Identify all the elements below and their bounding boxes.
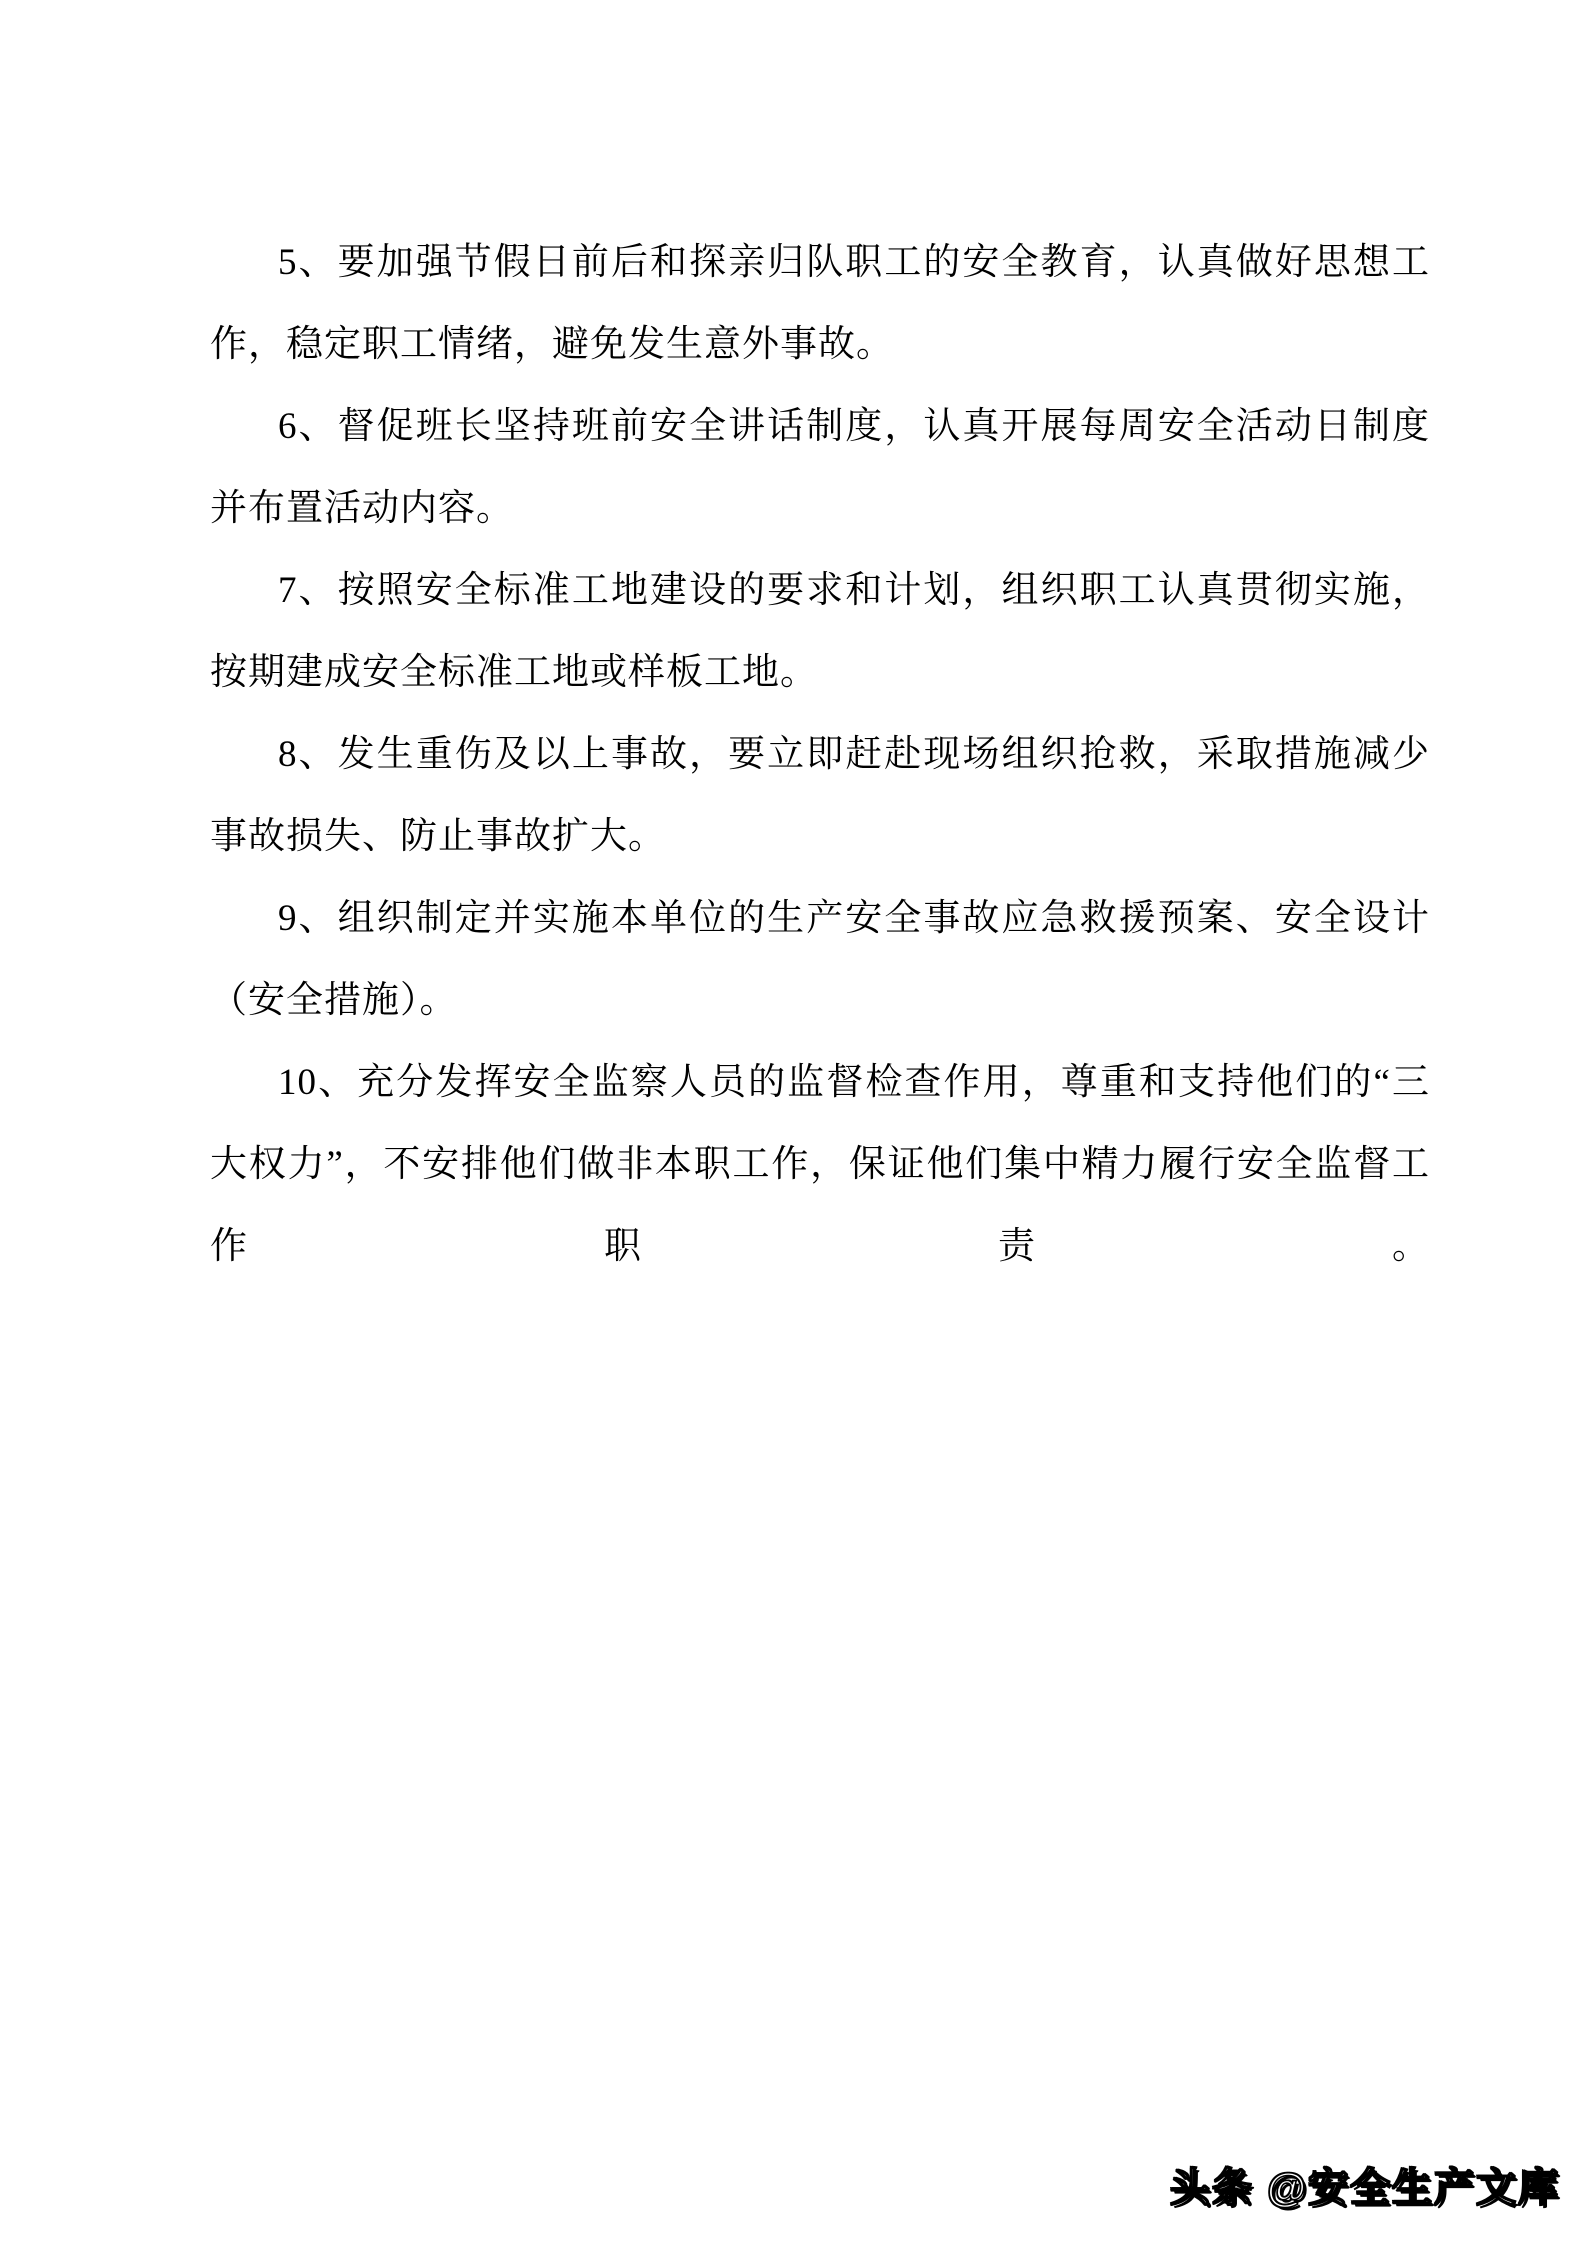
text-line-item6-1: 6、督促班长坚持班前安全讲话制度，认真开展每周安全活动日制度 — [278, 406, 1430, 447]
text-line-item9-1: 9、组织制定并实施本单位的生产安全事故应急救援预案、安全设计 — [278, 898, 1430, 939]
text-line-item10-1: 10、充分发挥安全监察人员的监督检查作用，尊重和支持他们的“三 — [278, 1062, 1430, 1103]
text-line-item5-1: 5、要加强节假日前后和探亲归队职工的安全教育，认真做好思想工 — [278, 242, 1430, 283]
text-char: 责 — [998, 1226, 1036, 1267]
text-line-item8-1: 8、发生重伤及以上事故，要立即赶赴现场组织抢救，采取措施减少 — [278, 734, 1430, 775]
text-char: 职 — [604, 1226, 642, 1267]
text-line-item7-2: 按期建成安全标准工地或样板工地。 — [210, 652, 818, 693]
text-line-item10-3 — [210, 1206, 1430, 1288]
document-body — [210, 222, 1430, 1288]
watermark: 头条 @安全生产文库 — [1169, 2166, 1560, 2210]
text-char: 作 — [210, 1226, 248, 1267]
text-line-item9-2: （安全措施）。 — [210, 980, 458, 1021]
text-line-item8-2: 事故损失、防止事故扩大。 — [210, 816, 666, 857]
text-char: 。 — [1392, 1226, 1430, 1267]
text-line-item6-2: 并布置活动内容。 — [210, 488, 514, 529]
text-line-item10-2: 大权力”，不安排他们做非本职工作，保证他们集中精力履行安全监督工 — [210, 1144, 1430, 1185]
text-line-item7-1: 7、按照安全标准工地建设的要求和计划，组织职工认真贯彻实施， — [278, 570, 1430, 611]
text-line-item5-2: 作，稳定职工情绪，避免发生意外事故。 — [210, 324, 894, 365]
